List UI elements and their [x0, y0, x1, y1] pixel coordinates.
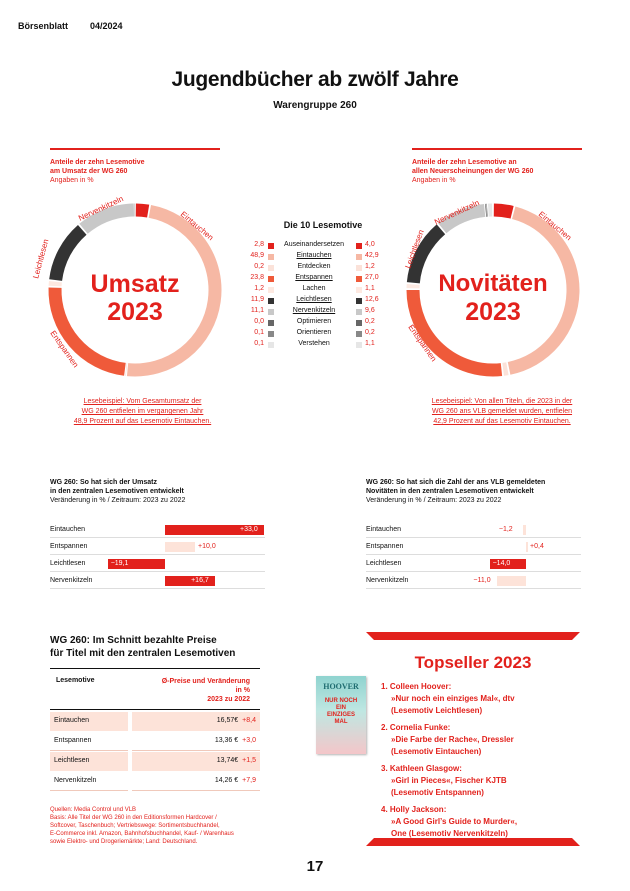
- legend-swatch: [356, 265, 362, 271]
- table-row: [50, 772, 260, 791]
- legend-label: Entspannen: [295, 274, 333, 281]
- legend-label: Verstehen: [298, 340, 330, 347]
- donut-center-line1: Umsatz: [90, 270, 180, 298]
- topseller-item-line: (Lesemotiv Leichtlesen): [391, 706, 483, 715]
- example-line: WG 260 entfielen im vergangenen Jahr: [81, 408, 204, 415]
- legend-value-umsatz: 48,9: [250, 252, 264, 259]
- legend-label: Eintauchen: [296, 252, 332, 259]
- heading-line: am Umsatz der WG 260: [50, 168, 128, 175]
- legend-row: [248, 241, 398, 252]
- unit-note: Veränderung in % / Zeitraum: 2023 zu 2022: [366, 497, 502, 504]
- topseller-bottom-band: [366, 838, 580, 848]
- donut-center-line2: 2023: [107, 298, 163, 326]
- legend-swatch: [356, 342, 362, 348]
- heading-line: WG 260: So hat sich die Zahl der ans VLB gemeldeten: [366, 479, 546, 486]
- legend-label: Nervenkitzeln: [292, 307, 336, 314]
- bar-row: [366, 556, 581, 572]
- price-row-label: Entspannen: [54, 737, 92, 744]
- source-line: sowie Elektro- und Drogeriemärkte; Land: Deutschland.: [50, 839, 198, 845]
- heading-line: für Titel mit den zentralen Lesemotiven: [50, 648, 236, 659]
- legend-swatch: [268, 287, 274, 293]
- donut-label-entspannen: Entspannen: [406, 322, 439, 364]
- legend-row: [248, 307, 398, 318]
- legend-value-novitaeten: 12,6: [365, 296, 379, 303]
- donut-label-eintauchen: Eintauchen: [178, 209, 216, 243]
- legend-row: [248, 340, 398, 351]
- legend-value-novitaeten: 27,0: [365, 274, 379, 281]
- legend-swatch: [268, 276, 274, 282]
- price-row-value-cell: [132, 752, 260, 771]
- right-donut-heading: [412, 158, 592, 185]
- heading-line: Anteile der zehn Lesemotive: [50, 159, 145, 166]
- legend-swatch: [268, 298, 274, 304]
- legend-swatch: [356, 331, 362, 337]
- legend-swatch: [356, 287, 362, 293]
- unit-note: Angaben in %: [50, 177, 94, 184]
- donut-segment: [494, 210, 512, 212]
- legend-label: Auseinandersetzen: [284, 241, 344, 248]
- legend-value-novitaeten: 42,9: [365, 252, 379, 259]
- legend-row: [248, 296, 398, 307]
- legend-title: Die 10 Lesemotive: [283, 220, 363, 230]
- heading-line: in den zentralen Lesemotiven entwickelt: [50, 488, 184, 495]
- legend-value-novitaeten: 0,2: [365, 329, 375, 336]
- bar-value-label: +10,0: [198, 543, 216, 550]
- legend-swatch: [268, 254, 274, 260]
- divider-line: [412, 148, 582, 150]
- topseller-item-line: 2. Cornelia Funke:: [381, 723, 451, 732]
- bar-value-label: −19,1: [110, 560, 129, 567]
- bar-row: [50, 539, 265, 555]
- cover-author: HOOVER: [323, 682, 359, 691]
- divider-line: [50, 148, 220, 150]
- donut-label-nervenkitzeln: Nervenkitzeln: [433, 198, 481, 227]
- price-row-value-cell: [132, 772, 260, 791]
- price-row-label-cell: [50, 732, 128, 751]
- donut-label-entspannen: Entspannen: [48, 328, 81, 370]
- bar-category-label: Leichtlesen: [50, 560, 86, 567]
- topseller-item-line: (Lesemotiv Eintauchen): [391, 747, 482, 756]
- book-cover-image: [316, 676, 366, 754]
- donut-center-line1: Novitäten: [438, 270, 548, 297]
- price-value: 13,36 €: [214, 737, 239, 744]
- issue-number: 04/2024: [90, 21, 123, 31]
- bar-value-label: −14,0: [492, 560, 511, 567]
- legend-value-novitaeten: 1,1: [365, 285, 375, 292]
- legend-swatch: [268, 265, 274, 271]
- col-header-line: 2023 zu 2022: [207, 696, 250, 703]
- legend-swatch: [268, 243, 274, 249]
- legend-row: [248, 252, 398, 263]
- page-subtitle: Warengruppe 260: [273, 100, 357, 111]
- legend-swatch: [356, 298, 362, 304]
- bar-row: [366, 539, 581, 555]
- price-change: +1,5: [242, 757, 256, 764]
- legend-swatch: [268, 331, 274, 337]
- legend-value-novitaeten: 4,0: [365, 241, 375, 248]
- donut-label-eintauchen: Eintauchen: [536, 209, 574, 243]
- legend-swatch: [268, 320, 274, 326]
- legend-row: [248, 329, 398, 340]
- novitaeten-bars-heading: [366, 478, 626, 505]
- topseller-item-line: »Nur noch ein einziges Mal«, dtv: [391, 694, 515, 703]
- price-change: +7,9: [242, 777, 256, 784]
- legend-value-novitaeten: 0,2: [365, 318, 375, 325]
- table-row: [50, 732, 260, 751]
- bar-value-label: +0,4: [530, 543, 544, 550]
- heading-line: allen Neuerscheinungen der WG 260: [412, 168, 534, 175]
- bar-category-label: Entspannen: [50, 543, 88, 550]
- legend-label: Leichtlesen: [296, 296, 332, 303]
- bar-row: [50, 522, 265, 538]
- donut-label-leichtlesen: Leichtlesen: [31, 238, 51, 280]
- bar-row: [366, 573, 581, 589]
- example-line: 48,9 Prozent auf das Lesemotiv Eintauchen.: [73, 418, 212, 425]
- legend-label: Lachen: [302, 285, 326, 292]
- magazine-name: Börsenblatt: [18, 21, 69, 31]
- legend-label: Optimieren: [296, 318, 332, 325]
- legend-value-umsatz: 23,8: [250, 274, 264, 281]
- price-row-value-cell: [132, 732, 260, 751]
- heading-line: Anteile der zehn Lesemotive an: [412, 159, 517, 166]
- heading-line: WG 260: Im Schnitt bezahlte Preise: [50, 635, 217, 646]
- legend-value-novitaeten: 1,2: [365, 263, 375, 270]
- price-change: +3,0: [242, 737, 256, 744]
- legend-value-umsatz: 0,0: [254, 318, 264, 325]
- bar-category-label: Leichtlesen: [366, 560, 402, 567]
- legend-label: Entdecken: [297, 263, 331, 270]
- donut-label-nervenkitzeln: Nervenkitzeln: [77, 194, 125, 223]
- bar-row: [366, 522, 581, 538]
- legend-swatch: [356, 276, 362, 282]
- bar-row: [50, 573, 265, 589]
- topseller-item-line: 4. Holly Jackson:: [381, 805, 447, 814]
- price-row-value-cell: [132, 712, 260, 731]
- price-row-label-cell: [50, 712, 128, 731]
- topseller-item-line: »A Good Girl’s Guide to Murder«,: [391, 817, 518, 826]
- bar-value-label: −11,0: [473, 577, 491, 584]
- price-value: 13,74€: [216, 757, 239, 764]
- price-row-label-cell: [50, 752, 128, 771]
- legend-row: [248, 274, 398, 285]
- source-line: Basis: Alle Titel der WG 260 in den Editionsformen Hardcover /: [50, 815, 217, 821]
- legend-value-novitaeten: 1,1: [365, 340, 375, 347]
- donut-segment: [503, 369, 507, 370]
- legend-swatch: [356, 254, 362, 260]
- prices-col-header: [130, 677, 250, 704]
- heading-line: Novitäten in den zentralen Lesemotiven entwickelt: [366, 488, 534, 495]
- left-donut-heading: [50, 158, 230, 185]
- legend-row: [248, 263, 398, 274]
- right-reading-example: [402, 397, 602, 427]
- bar-value-label: −1,2: [498, 526, 513, 533]
- heading-line: WG 260: So hat sich der Umsatz: [50, 479, 157, 486]
- prices-col-lesemotive: Lesemotive: [56, 677, 95, 684]
- example-line: 42,9 Prozent auf das Lesemotiv Eintauchen.: [433, 418, 571, 425]
- bar-mark: [526, 542, 528, 552]
- legend-value-umsatz: 11,1: [250, 307, 264, 314]
- bar-value-label: +16,7: [191, 577, 209, 584]
- price-row-label: Nervenkitzeln: [54, 777, 97, 784]
- topseller-item-line: One (Lesemotiv Nervenkitzeln): [391, 829, 508, 838]
- donut-center-line2: 2023: [465, 298, 521, 326]
- page-number: 17: [306, 858, 324, 875]
- umsatz-bars-heading: [50, 478, 310, 505]
- legend-value-umsatz: 2,8: [254, 241, 264, 248]
- donut-label-leichtlesen: Leichtlesen: [403, 228, 426, 270]
- bar-category-label: Entspannen: [366, 543, 404, 550]
- source-line: Quellen: Media Control und VLB: [50, 807, 137, 813]
- table-row: [50, 752, 260, 771]
- example-line: Lesebeispiel: Vom Gesamtumsatz der: [83, 398, 202, 405]
- left-reading-example: [50, 397, 235, 427]
- table-top-rule: [50, 668, 260, 669]
- bar-value-label: +33,0: [240, 526, 258, 533]
- legend-swatch: [356, 243, 362, 249]
- bar-row: [50, 556, 265, 572]
- bar-mark: [523, 525, 526, 535]
- source-line: E-Commerce inkl. Amazon, Bahnhofsbuchhandel, Kauf- / Warenhaus: [50, 831, 234, 837]
- topseller-item-line: 3. Kathleen Glasgow:: [381, 764, 462, 773]
- donut-segment: [136, 210, 148, 211]
- col-header-line: in %: [235, 687, 250, 694]
- bar-mark: [165, 542, 195, 552]
- legend-value-umsatz: 0,2: [254, 263, 264, 270]
- bar-category-label: Nervenkitzeln: [50, 577, 93, 584]
- legend-value-novitaeten: 9,6: [365, 307, 375, 314]
- bar-category-label: Eintauchen: [50, 526, 86, 533]
- bar-category-label: Nervenkitzeln: [366, 577, 409, 584]
- topseller-item-line: »Die Farbe der Rache«, Dressler: [391, 735, 514, 744]
- bar-mark: [497, 576, 526, 586]
- unit-note: Veränderung in % / Zeitraum: 2023 zu 2022: [50, 497, 186, 504]
- example-line: Lesebeispiel: Von allen Titeln, die 2023 in der: [431, 398, 573, 405]
- topseller-item-line: »Girl in Pieces«, Fischer KJTB: [391, 776, 507, 785]
- price-row-label: Eintauchen: [54, 717, 90, 724]
- legend-value-umsatz: 11,9: [250, 296, 264, 303]
- price-change: +8,4: [242, 717, 256, 724]
- legend-swatch: [268, 309, 274, 315]
- table-header-rule: [50, 709, 260, 710]
- price-value: 14,26 €: [214, 777, 239, 784]
- cover-title: NUR NOCH EIN EINZIGES MAL: [324, 698, 358, 725]
- legend-label: Orientieren: [296, 329, 332, 336]
- price-row-label-cell: [50, 772, 128, 791]
- legend-value-umsatz: 1,2: [254, 285, 264, 292]
- page-title: Jugendbücher ab zwölf Jahre: [171, 68, 459, 91]
- legend-swatch: [356, 309, 362, 315]
- legend-row: [248, 318, 398, 329]
- col-header-line: Ø-Preise und Veränderung: [161, 678, 250, 685]
- topseller-item-line: (Lesemotiv Entspannen): [391, 788, 484, 797]
- topseller-item-line: 1. Colleen Hoover:: [381, 682, 452, 691]
- unit-note: Angaben in %: [412, 177, 456, 184]
- legend-row: [248, 285, 398, 296]
- legend-swatch: [268, 342, 274, 348]
- price-value: 16,57€: [216, 717, 239, 724]
- table-row: [50, 712, 260, 731]
- legend-swatch: [356, 320, 362, 326]
- sources-note: [50, 806, 290, 846]
- topseller-title: Topseller 2023: [414, 653, 532, 672]
- bar-category-label: Eintauchen: [366, 526, 402, 533]
- source-line: Softcover, Taschenbuch; Vertriebswege: Sortimentsbuchhandel,: [50, 823, 220, 829]
- legend-value-umsatz: 0,1: [254, 329, 264, 336]
- price-row-label: Leichtlesen: [54, 757, 90, 764]
- prices-heading: [50, 634, 310, 660]
- example-line: WG 260 ans VLB gemeldet wurden, entfielen: [431, 408, 573, 415]
- topseller-top-band: [366, 632, 580, 646]
- legend-value-umsatz: 0,1: [254, 340, 264, 347]
